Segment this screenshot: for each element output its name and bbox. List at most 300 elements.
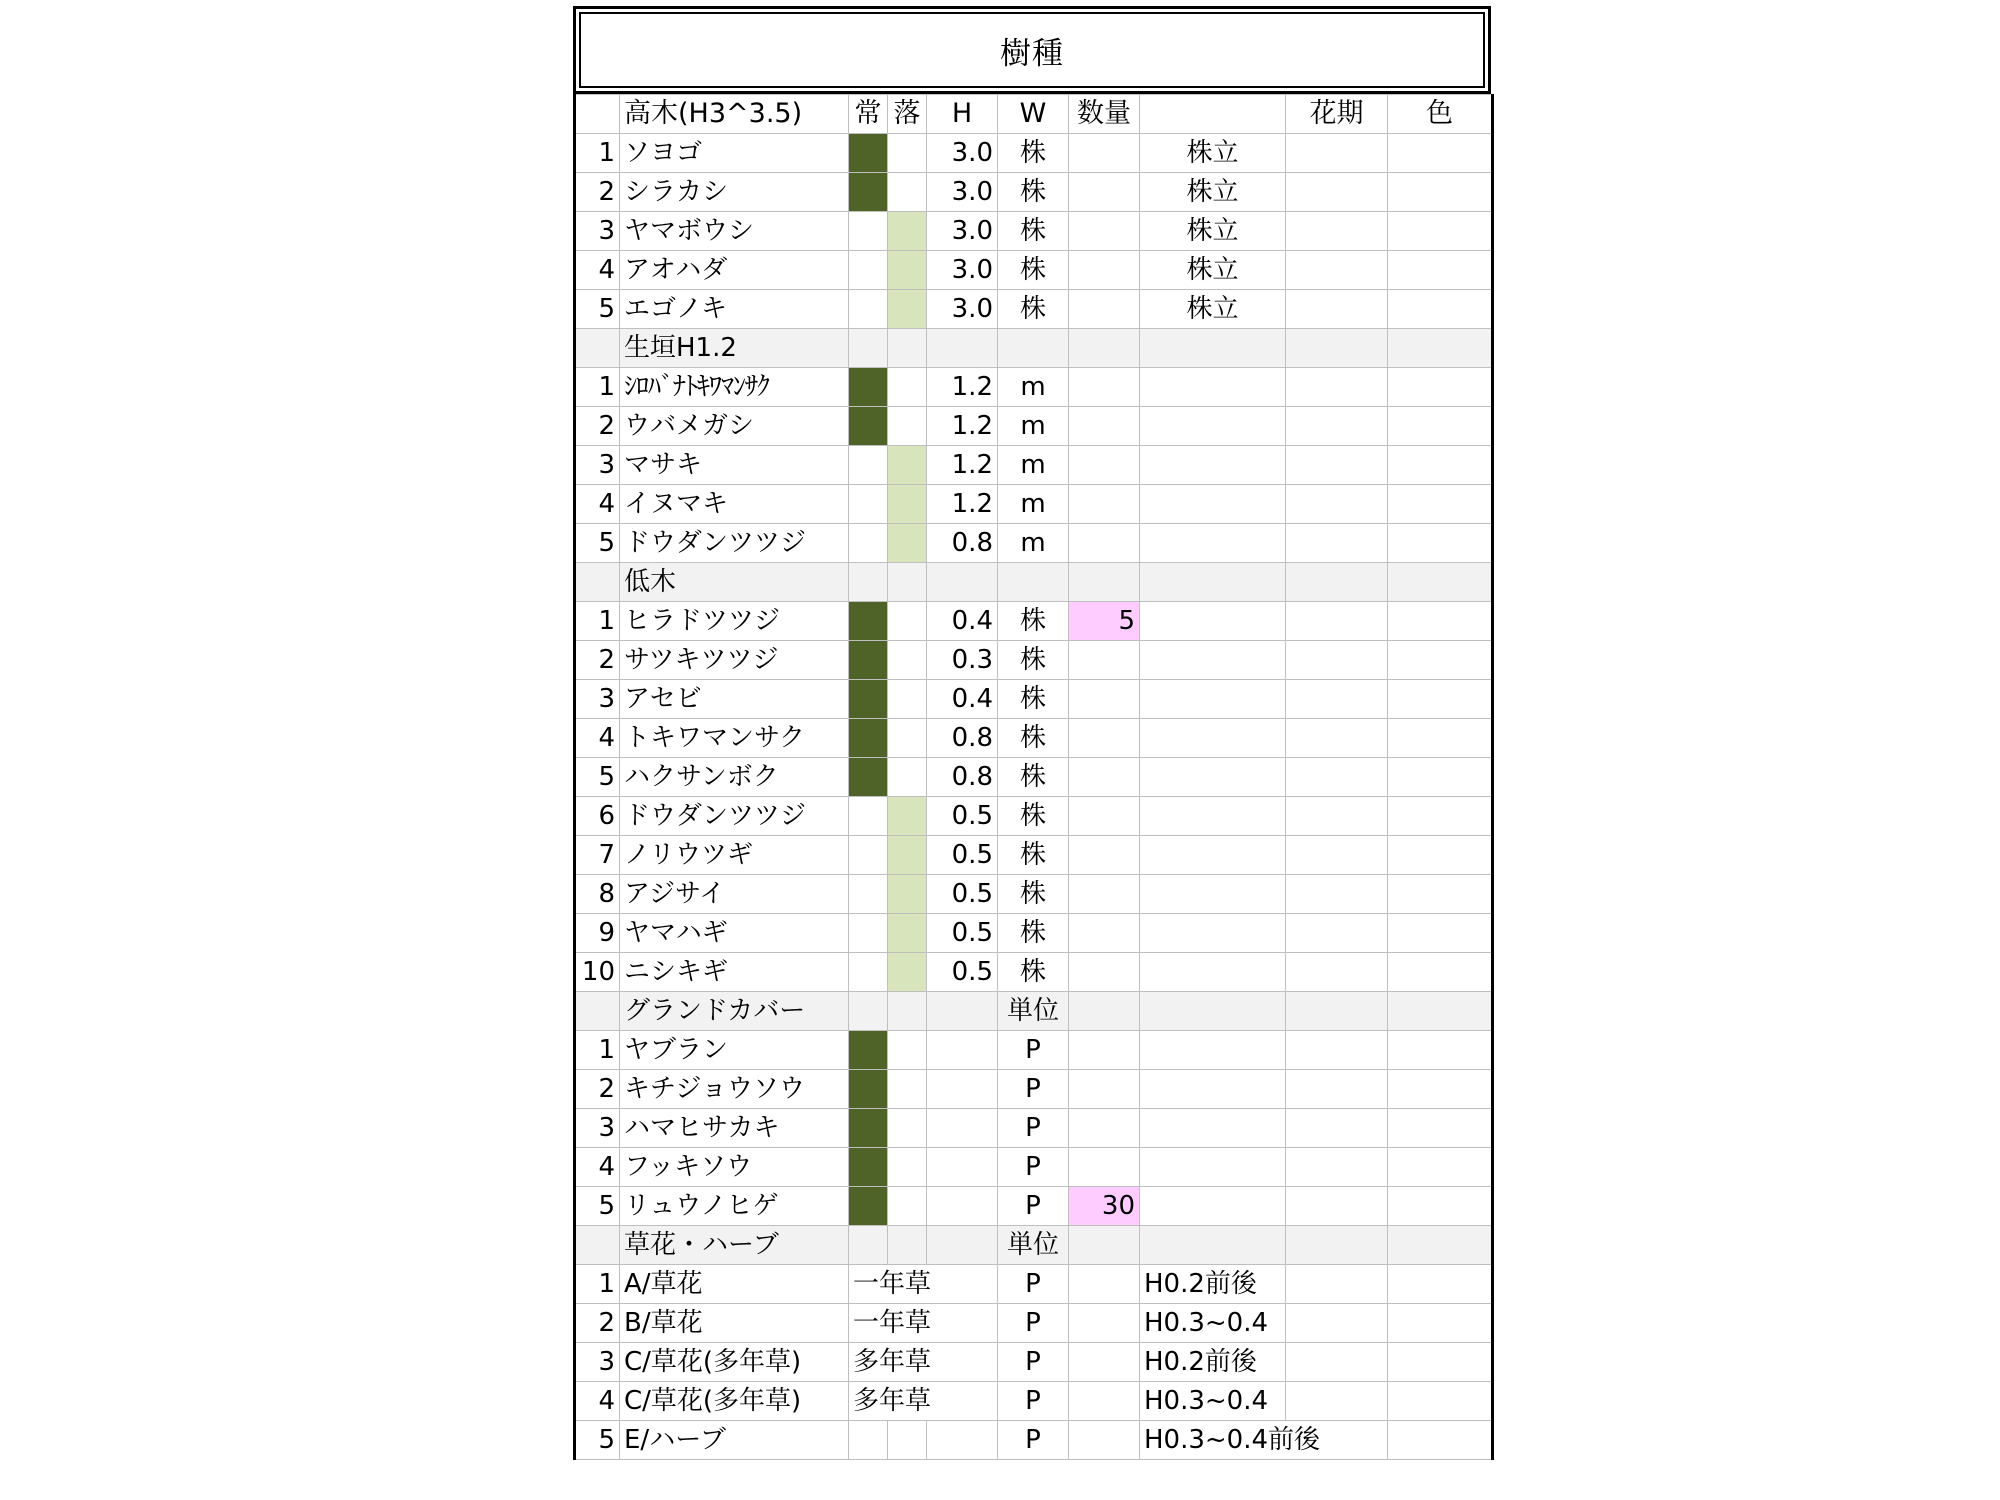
evergreen-marker bbox=[849, 719, 888, 758]
note-value: 株立 bbox=[1140, 173, 1286, 212]
plant-name: イヌマキ bbox=[620, 485, 849, 524]
plant-name: リュウノヒゲ bbox=[620, 1187, 849, 1226]
note-value bbox=[1140, 914, 1286, 953]
row-number: 5 bbox=[575, 524, 620, 563]
height-value: 0.5 bbox=[927, 914, 998, 953]
flower-period-value bbox=[1286, 524, 1388, 563]
plant-name: トキワマンサク bbox=[620, 719, 849, 758]
section-no-cell bbox=[575, 563, 620, 602]
plant-name: キチジョウソウ bbox=[620, 1070, 849, 1109]
groundcover-row bbox=[575, 1187, 1493, 1226]
flower-period-value bbox=[1286, 1187, 1388, 1226]
plant-name: マサキ bbox=[620, 446, 849, 485]
height-value: 3.0 bbox=[927, 173, 998, 212]
row-number: 3 bbox=[575, 446, 620, 485]
quantity-value bbox=[1069, 680, 1140, 719]
height-value: 0.5 bbox=[927, 797, 998, 836]
w-value: 株 bbox=[998, 641, 1069, 680]
section-cell bbox=[1388, 329, 1493, 368]
plant-name: シラカシ bbox=[620, 173, 849, 212]
quantity-value bbox=[1069, 1109, 1140, 1148]
section-cell bbox=[1069, 1226, 1140, 1265]
w-value: 株 bbox=[998, 797, 1069, 836]
quantity-value: 30 bbox=[1069, 1187, 1140, 1226]
height-value bbox=[927, 1148, 998, 1187]
color-value bbox=[1388, 1148, 1493, 1187]
w-value: 株 bbox=[998, 719, 1069, 758]
quantity-value: 5 bbox=[1069, 602, 1140, 641]
plant-kind: 一年草 bbox=[849, 1265, 998, 1304]
color-value bbox=[1388, 1070, 1493, 1109]
evergreen-marker bbox=[849, 1031, 888, 1070]
flower-row bbox=[575, 1304, 1493, 1343]
note-value: 株立 bbox=[1140, 212, 1286, 251]
section-title: 低木 bbox=[620, 563, 849, 602]
header-no-cell bbox=[575, 95, 620, 134]
note-value bbox=[1140, 407, 1286, 446]
tall-tree-row bbox=[575, 290, 1493, 329]
deciduous-marker bbox=[888, 407, 927, 446]
plant-name: ヤブラン bbox=[620, 1031, 849, 1070]
row-number: 7 bbox=[575, 836, 620, 875]
flower-row bbox=[575, 1343, 1493, 1382]
shrub-row bbox=[575, 875, 1493, 914]
evergreen-marker bbox=[849, 368, 888, 407]
color-value bbox=[1388, 914, 1493, 953]
quantity-value bbox=[1069, 485, 1140, 524]
deciduous-marker bbox=[888, 836, 927, 875]
note-value: H0.3~0.4前後 bbox=[1140, 1421, 1388, 1460]
color-value bbox=[1388, 407, 1493, 446]
section-cell bbox=[1069, 563, 1140, 602]
deciduous-marker bbox=[888, 368, 927, 407]
section-title: 草花・ハーブ bbox=[620, 1226, 849, 1265]
height-value: 0.5 bbox=[927, 875, 998, 914]
section-cell bbox=[1069, 992, 1140, 1031]
height-value bbox=[927, 1421, 998, 1460]
hedge-row bbox=[575, 485, 1493, 524]
height-value: 1.2 bbox=[927, 446, 998, 485]
note-value bbox=[1140, 836, 1286, 875]
plant-name: ハマヒサカキ bbox=[620, 1109, 849, 1148]
evergreen-marker bbox=[849, 758, 888, 797]
flower-period-value bbox=[1286, 1070, 1388, 1109]
flower-period-value bbox=[1286, 602, 1388, 641]
flower-period-value bbox=[1286, 1031, 1388, 1070]
color-value bbox=[1388, 797, 1493, 836]
flower-period-value bbox=[1286, 1304, 1388, 1343]
evergreen-marker bbox=[849, 290, 888, 329]
deciduous-marker bbox=[888, 212, 927, 251]
section-cell bbox=[927, 563, 998, 602]
color-value bbox=[1388, 1343, 1493, 1382]
height-value: 0.5 bbox=[927, 953, 998, 992]
section-cell bbox=[927, 992, 998, 1031]
plant-kind: 一年草 bbox=[849, 1304, 998, 1343]
plant-kind: 多年草 bbox=[849, 1382, 998, 1421]
shrub-row bbox=[575, 953, 1493, 992]
height-value: 3.0 bbox=[927, 212, 998, 251]
note-value bbox=[1140, 641, 1286, 680]
flower-period-value bbox=[1286, 1382, 1388, 1421]
plant-name: ドウダンツツジ bbox=[620, 524, 849, 563]
row-number: 4 bbox=[575, 1148, 620, 1187]
note-value bbox=[1140, 368, 1286, 407]
flower-period-value bbox=[1286, 719, 1388, 758]
quantity-value bbox=[1069, 251, 1140, 290]
evergreen-marker bbox=[849, 836, 888, 875]
row-number: 9 bbox=[575, 914, 620, 953]
flower-period-value bbox=[1286, 1343, 1388, 1382]
row-number: 1 bbox=[575, 1265, 620, 1304]
note-value bbox=[1140, 1070, 1286, 1109]
flower-period-value bbox=[1286, 368, 1388, 407]
note-value bbox=[1140, 1109, 1286, 1148]
plant-list-sheet bbox=[573, 6, 1491, 1460]
quantity-value bbox=[1069, 446, 1140, 485]
evergreen-marker bbox=[849, 1109, 888, 1148]
row-number: 4 bbox=[575, 719, 620, 758]
section-cell bbox=[1286, 329, 1388, 368]
note-value: H0.3~0.4 bbox=[1140, 1304, 1286, 1343]
quantity-value bbox=[1069, 875, 1140, 914]
header-w: W bbox=[998, 95, 1069, 134]
quantity-value bbox=[1069, 953, 1140, 992]
section-cell bbox=[849, 329, 888, 368]
quantity-value bbox=[1069, 1421, 1140, 1460]
plant-name: E/ハーブ bbox=[620, 1421, 849, 1460]
color-value bbox=[1388, 1187, 1493, 1226]
shrub-row bbox=[575, 797, 1493, 836]
row-number: 4 bbox=[575, 1382, 620, 1421]
plant-name: C/草花(多年草) bbox=[620, 1382, 849, 1421]
note-value bbox=[1140, 953, 1286, 992]
color-value bbox=[1388, 524, 1493, 563]
color-value bbox=[1388, 1304, 1493, 1343]
hedge-row bbox=[575, 368, 1493, 407]
quantity-value bbox=[1069, 914, 1140, 953]
flower-row bbox=[575, 1265, 1493, 1304]
plant-name: ヤマハギ bbox=[620, 914, 849, 953]
plant-name: ハクサンボク bbox=[620, 758, 849, 797]
row-number: 5 bbox=[575, 1421, 620, 1460]
title-frame bbox=[573, 6, 1491, 94]
w-value: 株 bbox=[998, 680, 1069, 719]
plant-name: ニシキギ bbox=[620, 953, 849, 992]
flower-period-value bbox=[1286, 914, 1388, 953]
header-tall-trees: 高木(H3^3.5) bbox=[620, 95, 849, 134]
evergreen-marker bbox=[849, 914, 888, 953]
flower-row bbox=[575, 1382, 1493, 1421]
quantity-value bbox=[1069, 836, 1140, 875]
w-value: P bbox=[998, 1148, 1069, 1187]
shrub-row bbox=[575, 914, 1493, 953]
section-no-cell bbox=[575, 1226, 620, 1265]
flower-period-value bbox=[1286, 485, 1388, 524]
row-number: 4 bbox=[575, 485, 620, 524]
deciduous-marker bbox=[888, 290, 927, 329]
evergreen-marker bbox=[849, 680, 888, 719]
note-value: H0.2前後 bbox=[1140, 1343, 1286, 1382]
color-value bbox=[1388, 953, 1493, 992]
quantity-value bbox=[1069, 758, 1140, 797]
section-cell bbox=[1140, 329, 1286, 368]
plant-name: エゴノキ bbox=[620, 290, 849, 329]
flower-period-value bbox=[1286, 953, 1388, 992]
plant-name: A/草花 bbox=[620, 1265, 849, 1304]
section-cell bbox=[927, 329, 998, 368]
section-cell bbox=[1388, 1226, 1493, 1265]
flower-period-value bbox=[1286, 251, 1388, 290]
section-cell bbox=[1140, 1226, 1286, 1265]
evergreen-marker bbox=[849, 1070, 888, 1109]
row-number: 1 bbox=[575, 1031, 620, 1070]
deciduous-marker bbox=[888, 485, 927, 524]
section-shrubs bbox=[575, 563, 1493, 602]
note-value bbox=[1140, 797, 1286, 836]
section-no-cell bbox=[575, 329, 620, 368]
quantity-value bbox=[1069, 1148, 1140, 1187]
flower-period-value bbox=[1286, 134, 1388, 173]
flower-period-value bbox=[1286, 875, 1388, 914]
plant-name: ソヨゴ bbox=[620, 134, 849, 173]
row-number: 8 bbox=[575, 875, 620, 914]
row-number: 5 bbox=[575, 758, 620, 797]
quantity-value bbox=[1069, 290, 1140, 329]
evergreen-marker bbox=[849, 953, 888, 992]
row-number: 2 bbox=[575, 407, 620, 446]
quantity-value bbox=[1069, 719, 1140, 758]
w-value: 株 bbox=[998, 953, 1069, 992]
w-value: 株 bbox=[998, 290, 1069, 329]
note-value: 株立 bbox=[1140, 134, 1286, 173]
tall-tree-row bbox=[575, 173, 1493, 212]
row-number: 1 bbox=[575, 134, 620, 173]
groundcover-row bbox=[575, 1031, 1493, 1070]
row-number: 5 bbox=[575, 290, 620, 329]
height-value bbox=[927, 1187, 998, 1226]
note-value bbox=[1140, 485, 1286, 524]
header-row bbox=[575, 95, 1493, 134]
color-value bbox=[1388, 290, 1493, 329]
note-value: H0.3~0.4 bbox=[1140, 1382, 1286, 1421]
section-cell bbox=[1286, 992, 1388, 1031]
note-value bbox=[1140, 1187, 1286, 1226]
plant-kind: 多年草 bbox=[849, 1343, 998, 1382]
note-value bbox=[1140, 446, 1286, 485]
note-value bbox=[1140, 719, 1286, 758]
w-value: m bbox=[998, 485, 1069, 524]
quantity-value bbox=[1069, 1304, 1140, 1343]
evergreen-marker bbox=[849, 524, 888, 563]
deciduous-marker bbox=[888, 758, 927, 797]
height-value: 0.8 bbox=[927, 758, 998, 797]
header-deciduous: 落 bbox=[888, 95, 927, 134]
quantity-value bbox=[1069, 1070, 1140, 1109]
section-cell bbox=[849, 992, 888, 1031]
section-cell bbox=[888, 992, 927, 1031]
flower-period-value bbox=[1286, 446, 1388, 485]
section-cell bbox=[849, 563, 888, 602]
color-value bbox=[1388, 1109, 1493, 1148]
evergreen-marker bbox=[849, 212, 888, 251]
evergreen-marker bbox=[849, 1148, 888, 1187]
evergreen-marker bbox=[849, 1421, 888, 1460]
section-unit: 単位 bbox=[998, 992, 1069, 1031]
section-unit bbox=[998, 563, 1069, 602]
row-number: 6 bbox=[575, 797, 620, 836]
evergreen-marker bbox=[849, 641, 888, 680]
note-value bbox=[1140, 875, 1286, 914]
deciduous-marker bbox=[888, 134, 927, 173]
plant-name: B/草花 bbox=[620, 1304, 849, 1343]
shrub-row bbox=[575, 719, 1493, 758]
w-value: 株 bbox=[998, 212, 1069, 251]
color-value bbox=[1388, 1265, 1493, 1304]
color-value bbox=[1388, 1421, 1493, 1460]
height-value bbox=[927, 1031, 998, 1070]
section-cell bbox=[849, 1226, 888, 1265]
w-value: 株 bbox=[998, 758, 1069, 797]
section-hedge bbox=[575, 329, 1493, 368]
quantity-value bbox=[1069, 407, 1140, 446]
quantity-value bbox=[1069, 368, 1140, 407]
section-cell bbox=[1286, 1226, 1388, 1265]
color-value bbox=[1388, 251, 1493, 290]
quantity-value bbox=[1069, 641, 1140, 680]
header-evergreen: 常 bbox=[849, 95, 888, 134]
quantity-value bbox=[1069, 134, 1140, 173]
flower-period-value bbox=[1286, 407, 1388, 446]
height-value: 0.5 bbox=[927, 836, 998, 875]
color-value bbox=[1388, 680, 1493, 719]
plant-name: アセビ bbox=[620, 680, 849, 719]
flower-period-value bbox=[1286, 797, 1388, 836]
section-unit bbox=[998, 329, 1069, 368]
deciduous-marker bbox=[888, 446, 927, 485]
w-value: P bbox=[998, 1031, 1069, 1070]
w-value: P bbox=[998, 1109, 1069, 1148]
plant-name: ヒラドツツジ bbox=[620, 602, 849, 641]
deciduous-marker bbox=[888, 1031, 927, 1070]
deciduous-marker bbox=[888, 680, 927, 719]
hedge-row bbox=[575, 524, 1493, 563]
deciduous-marker bbox=[888, 1148, 927, 1187]
row-number: 2 bbox=[575, 1070, 620, 1109]
section-cell bbox=[888, 1226, 927, 1265]
note-value bbox=[1140, 602, 1286, 641]
note-value bbox=[1140, 680, 1286, 719]
color-value bbox=[1388, 446, 1493, 485]
flower-period-value bbox=[1286, 758, 1388, 797]
height-value: 0.4 bbox=[927, 680, 998, 719]
quantity-value bbox=[1069, 212, 1140, 251]
deciduous-marker bbox=[888, 797, 927, 836]
row-number: 2 bbox=[575, 641, 620, 680]
section-cell bbox=[1140, 992, 1286, 1031]
evergreen-marker bbox=[849, 1187, 888, 1226]
row-number: 2 bbox=[575, 1304, 620, 1343]
shrub-row bbox=[575, 680, 1493, 719]
section-cell bbox=[1388, 563, 1493, 602]
plant-name: フッキソウ bbox=[620, 1148, 849, 1187]
evergreen-marker bbox=[849, 875, 888, 914]
plant-name: ウバメガシ bbox=[620, 407, 849, 446]
section-cell bbox=[1140, 563, 1286, 602]
w-value: P bbox=[998, 1187, 1069, 1226]
color-value bbox=[1388, 719, 1493, 758]
shrub-row bbox=[575, 758, 1493, 797]
plant-table-body bbox=[575, 95, 1493, 1460]
header-h: H bbox=[927, 95, 998, 134]
quantity-value bbox=[1069, 1382, 1140, 1421]
height-value: 0.4 bbox=[927, 602, 998, 641]
plant-table bbox=[573, 94, 1494, 1460]
section-unit: 単位 bbox=[998, 1226, 1069, 1265]
w-value: P bbox=[998, 1382, 1069, 1421]
quantity-value bbox=[1069, 524, 1140, 563]
evergreen-marker bbox=[849, 173, 888, 212]
w-value: m bbox=[998, 446, 1069, 485]
shrub-row bbox=[575, 602, 1493, 641]
row-number: 4 bbox=[575, 251, 620, 290]
hedge-row bbox=[575, 407, 1493, 446]
w-value: P bbox=[998, 1070, 1069, 1109]
color-value bbox=[1388, 758, 1493, 797]
row-number: 2 bbox=[575, 173, 620, 212]
deciduous-marker bbox=[888, 1187, 927, 1226]
evergreen-marker bbox=[849, 485, 888, 524]
color-value bbox=[1388, 173, 1493, 212]
section-cell bbox=[1069, 329, 1140, 368]
evergreen-marker bbox=[849, 446, 888, 485]
section-flowers bbox=[575, 1226, 1493, 1265]
flower-period-value bbox=[1286, 641, 1388, 680]
w-value: m bbox=[998, 368, 1069, 407]
groundcover-row bbox=[575, 1148, 1493, 1187]
shrub-row bbox=[575, 641, 1493, 680]
flower-period-value bbox=[1286, 680, 1388, 719]
color-value bbox=[1388, 134, 1493, 173]
flower-period-value bbox=[1286, 212, 1388, 251]
w-value: m bbox=[998, 524, 1069, 563]
w-value: P bbox=[998, 1304, 1069, 1343]
flower-period-value bbox=[1286, 1109, 1388, 1148]
section-cell bbox=[1388, 992, 1493, 1031]
groundcover-row bbox=[575, 1109, 1493, 1148]
deciduous-marker bbox=[888, 875, 927, 914]
plant-name: ｼﾛﾊﾞﾅﾄｷﾜﾏﾝｻｸ bbox=[620, 368, 849, 407]
deciduous-marker bbox=[888, 914, 927, 953]
w-value: P bbox=[998, 1265, 1069, 1304]
header-flower: 花期 bbox=[1286, 95, 1388, 134]
flower-row bbox=[575, 1421, 1493, 1460]
height-value: 3.0 bbox=[927, 290, 998, 329]
section-cell bbox=[1286, 563, 1388, 602]
deciduous-marker bbox=[888, 953, 927, 992]
row-number: 1 bbox=[575, 368, 620, 407]
color-value bbox=[1388, 602, 1493, 641]
plant-name: C/草花(多年草) bbox=[620, 1343, 849, 1382]
height-value: 0.8 bbox=[927, 719, 998, 758]
header-color: 色 bbox=[1388, 95, 1493, 134]
plant-name: ヤマボウシ bbox=[620, 212, 849, 251]
height-value: 1.2 bbox=[927, 485, 998, 524]
flower-period-value bbox=[1286, 290, 1388, 329]
evergreen-marker bbox=[849, 251, 888, 290]
color-value bbox=[1388, 1382, 1493, 1421]
w-value: 株 bbox=[998, 914, 1069, 953]
